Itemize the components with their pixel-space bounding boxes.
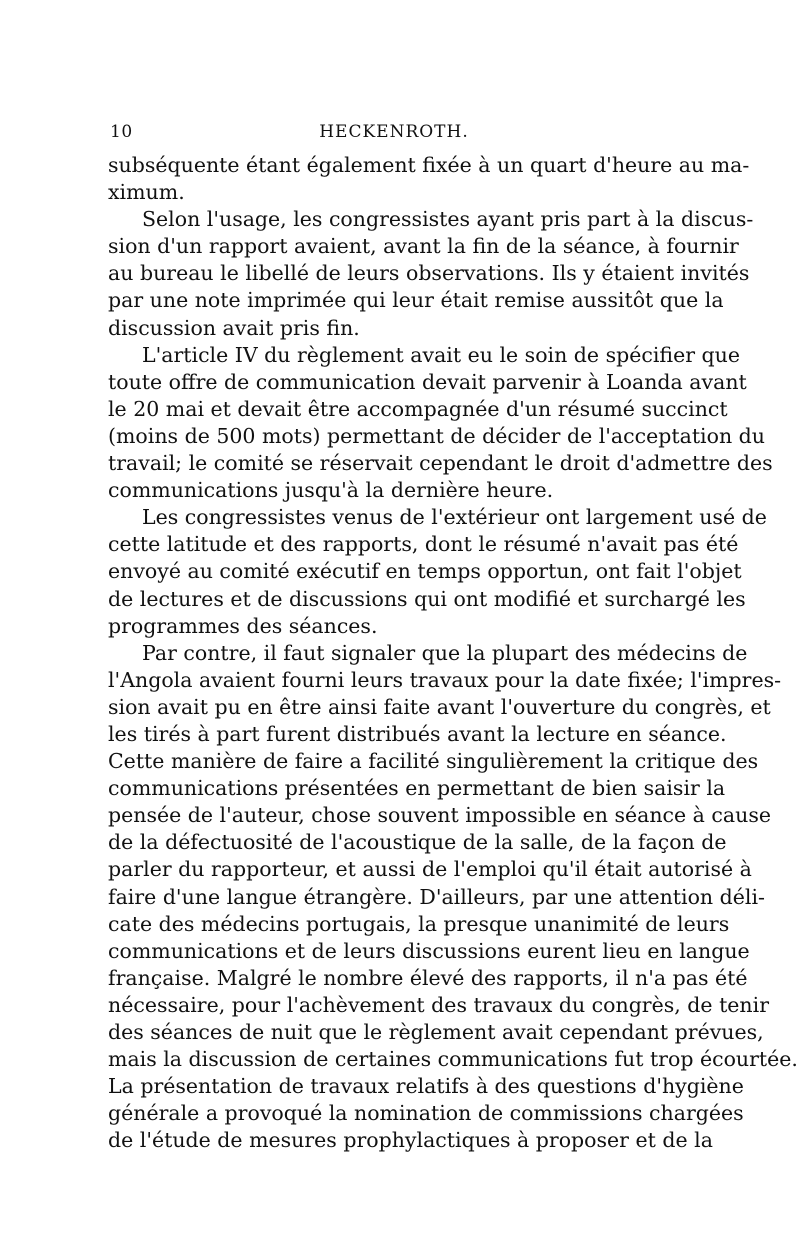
text-line: programmes des séances.	[108, 613, 378, 638]
text-line: pensée de l'auteur, chose souvent impossible en séance à cause	[108, 803, 771, 828]
text-line: envoyé au comité exécutif en temps opportun, ont fait l'objet	[108, 559, 742, 584]
text-line: cate des médecins portugais, la presque unanimité de leurs	[108, 911, 730, 936]
text-line: communications présentées en permettant de bien saisir la	[108, 776, 726, 801]
text-line: subséquente étant également fixée à un quart d'heure au ma-	[108, 153, 750, 177]
paragraph-1	[108, 152, 750, 206]
running-head	[108, 118, 680, 152]
text-line: Selon l'usage, les congressistes ayant pris part à la discus-	[142, 207, 754, 232]
text-line: mais la discussion de certaines communications fut trop écourtée.	[108, 1047, 798, 1072]
text-line: ximum.	[108, 180, 185, 205]
text-line: discussion avait pris fin.	[108, 315, 360, 340]
text-line: L'article IV du règlement avait eu le soin de spécifier que	[142, 342, 740, 367]
text-line: La présentation de travaux relatifs à des questions d'hygiène	[108, 1074, 744, 1099]
text-line: cette latitude et des rapports, dont le résumé n'avait pas été	[108, 532, 739, 557]
text-line: française. Malgré le nombre élevé des rapports, il n'a pas été	[108, 965, 748, 990]
book-page	[108, 118, 798, 1154]
text-line: communications et de leurs discussions eurent lieu en langue	[108, 938, 750, 963]
text-line: de lectures et de discussions qui ont modifié et surchargé les	[108, 586, 746, 611]
text-line: Cette manière de faire a facilité singulièrement la critique des	[108, 749, 759, 774]
text-line: l'Angola avaient fourni leurs travaux pour la date fixée; l'impres-	[108, 667, 782, 692]
text-line: parler du rapporteur, et aussi de l'emploi qu'il était autorisé à	[108, 857, 752, 882]
text-line: de la défectuosité de l'acoustique de la salle, de la façon de	[108, 830, 727, 855]
text-line: Les congressistes venus de l'extérieur ont largement usé de	[142, 505, 767, 530]
text-line: le 20 mai et devait être accompagnée d'un résumé succinct	[108, 396, 728, 421]
paragraph-4	[108, 504, 767, 639]
text-line: travail; le comité se réservait cependant le droit d'admettre des	[108, 451, 773, 476]
text-line: communications jusqu'à la dernière heure.	[108, 478, 554, 503]
running-title: HECKENROTH.	[319, 122, 469, 142]
text-line: au bureau le libellé de leurs observations. Ils y étaient invités	[108, 261, 750, 286]
body-text	[108, 152, 798, 1154]
text-line: des séances de nuit que le règlement avait cependant prévues,	[108, 1020, 764, 1044]
text-line: de l'étude de mesures prophylactiques à proposer et de la	[108, 1128, 713, 1153]
text-line: faire d'une langue étrangère. D'ailleurs, par une attention déli-	[108, 884, 765, 909]
paragraph-2	[108, 206, 754, 341]
text-line: (moins de 500 mots) permettant de décider de l'acceptation du	[108, 423, 766, 448]
text-line: par une note imprimée qui leur était remise aussitôt que la	[108, 288, 724, 313]
paragraph-5	[108, 640, 798, 1155]
text-line: Par contre, il faut signaler que la plupart des médecins de	[142, 640, 748, 665]
text-line: sion d'un rapport avaient, avant la fin de la séance, à fournir	[108, 234, 739, 259]
text-line: les tirés à part furent distribués avant la lecture en séance.	[108, 721, 727, 746]
paragraph-3	[108, 342, 773, 505]
page-number: 10	[110, 122, 133, 142]
text-line: nécessaire, pour l'achèvement des travaux du congrès, de tenir	[108, 992, 769, 1017]
text-line: sion avait pu en être ainsi faite avant l'ouverture du congrès, et	[108, 694, 771, 719]
text-line: toute offre de communication devait parvenir à Loanda avant	[108, 369, 747, 394]
text-line: générale a provoqué la nomination de commissions chargées	[108, 1101, 744, 1126]
